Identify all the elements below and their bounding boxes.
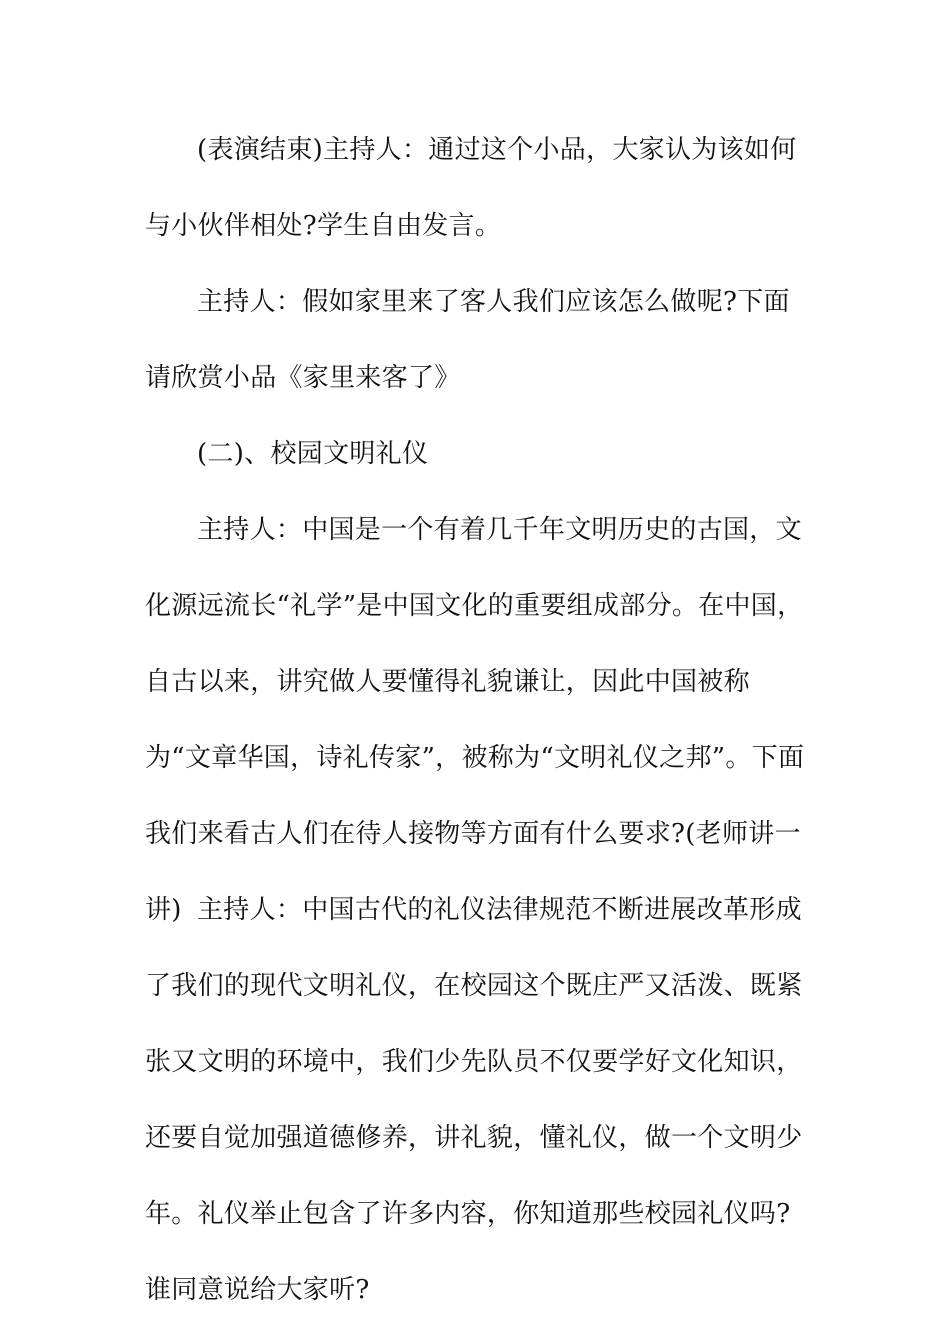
section-heading-campus-etiquette: (二)、校园文明礼仪 xyxy=(197,439,429,469)
paragraph-modern-campus-etiquette: 主持人：中国古代的礼仪法律规范不断进展改革形成了我们的现代文明礼仪，在校园这个既庄严又活泼、既紧张又文明的环境中，我们少先队员不仅要学好文化知识，还要自觉加强道德修养，讲礼貌，懂礼仪，做一个文明少年。礼仪举止包含了许多内容，你知道那些校园礼仪吗?谁同意说给大家听? xyxy=(145,895,803,1305)
paragraph-performance-end: (表演结束)主持人：通过这个小品，大家认为该如何与小伙伴相处?学生自由发言。 xyxy=(145,135,797,241)
paragraph-guest-skit: 主持人：假如家里来了客人我们应该怎么做呢?下面请欣赏小品《家里来客了》 xyxy=(145,287,790,393)
paragraph-chinese-etiquette-history: 主持人：中国是一个有着几千年文明历史的古国，文化源远流长“礼学”是中国文化的重要组成部分。在中国，自古以来，讲究做人要懂得礼貌谦让，因此中国被称为“文章华国，诗礼传家”，被称为“文明礼仪之邦”。下面我们来看古人们在待人接物等方面有什么要求?(老师讲一讲) xyxy=(145,515,805,925)
